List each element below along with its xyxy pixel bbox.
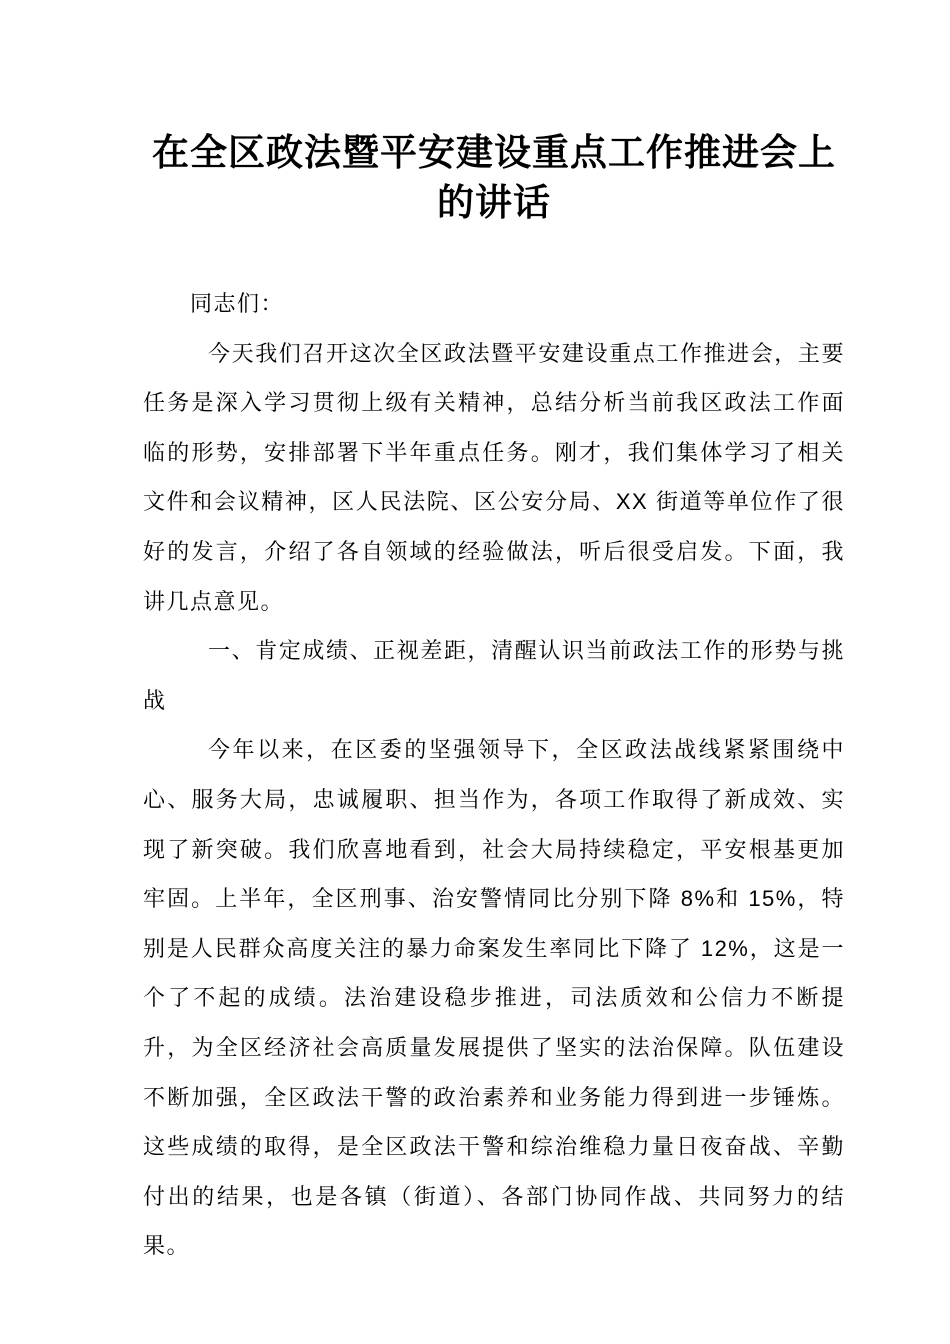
- salutation-paragraph: 同志们：: [190, 291, 285, 316]
- section-one-body-paragraph: 今年以来，在区委的坚强领导下，全区政法战线紧紧围绕中心、服务大局，忠诚履职、担当作为，各项工作取得了新成效、实现了新突破。我们欣喜地看到，社会大局持续稳定，平安根基更加牢固。上半年，全区刑事、治安警情同比分别下降 8%和 15%，特别是人民群众高度关注的暴力命案发生率同比下降了 12%，这是一个了不起的成绩。法治建设稳步推进，司法质效和公信力不断提升，为全区经济社会高质量发展提供了坚实的法治保障。队伍建设不断加强，全区政法干警的政治素养和业务能力得到进一步锤炼。这些成绩的取得，是全区政法干警和综治维稳力量日夜奋战、辛勤付出的结果，也是各镇（街道）、各部门协同作战、共同努力的结果。: [143, 737, 845, 1259]
- section-one-heading: 一、肯定成绩、正视差距，清醒认识当前政法工作的形势与挑战: [143, 638, 845, 713]
- intro-paragraph: 今天我们召开这次全区政法暨平安建设重点工作推进会，主要任务是深入学习贯彻上级有关精神，总结分析当前我区政法工作面临的形势，安排部署下半年重点任务。刚才，我们集体学习了相关文件和会议精神，区人民法院、区公安分局、XX 街道等单位作了很好的发言，介绍了各自领域的经验做法，听后很受启发。下面，我讲几点意见。: [143, 340, 845, 614]
- document-title: 在全区政法暨平安建设重点工作推进会上的讲话: [152, 132, 836, 223]
